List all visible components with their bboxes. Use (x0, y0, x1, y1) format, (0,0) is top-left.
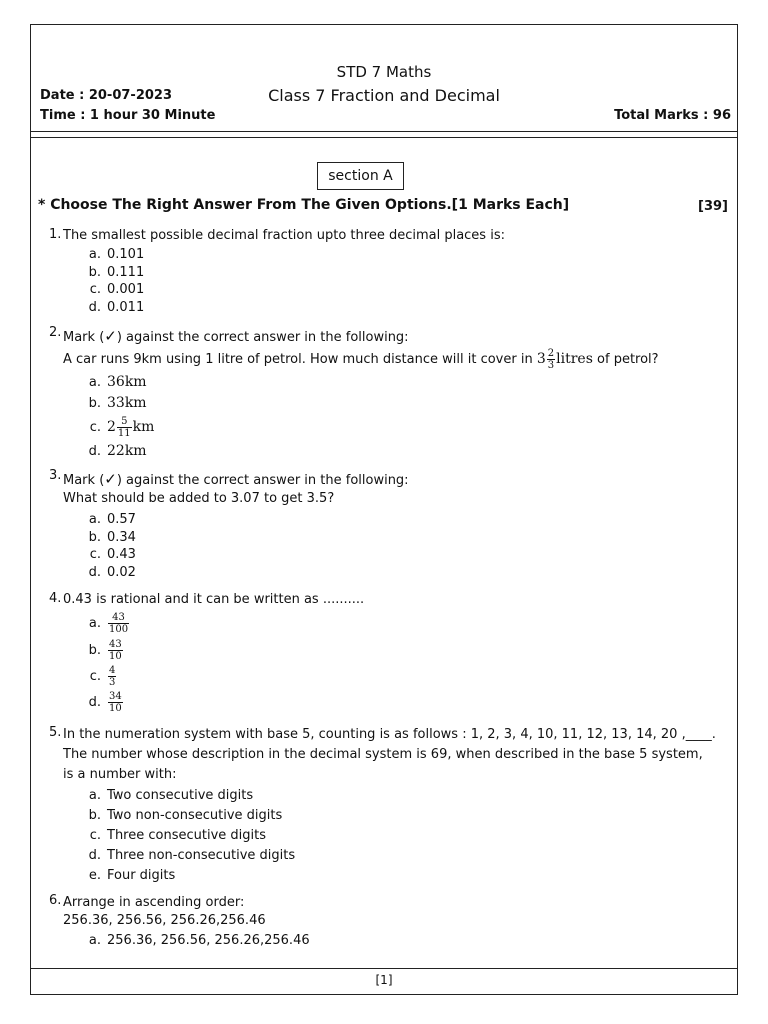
option-letter: a. (88, 512, 101, 527)
option (81, 611, 130, 637)
fraction (117, 416, 132, 439)
footer-divider (31, 968, 737, 969)
denominator: 100 (109, 624, 129, 635)
header-divider-bottom (31, 137, 737, 138)
option (81, 282, 144, 297)
option-letter: d. (88, 695, 101, 710)
option-text: Three non-consecutive digits (107, 848, 296, 863)
question-number: 2. (49, 325, 62, 340)
question-text (63, 327, 409, 345)
option-text: 0.43 (107, 547, 136, 562)
text-part: of petrol? (597, 352, 659, 367)
question-number: 3. (49, 468, 62, 483)
text-part: Mark ( (63, 330, 105, 345)
paper-title: Class 7 Fraction and Decimal (268, 86, 500, 105)
option-text: 256.36, 256.56, 256.26,256.46 (107, 933, 310, 948)
option (81, 828, 266, 843)
text-part: A car runs 9km using 1 litre of petrol. How much distance will it cover in (63, 352, 533, 367)
option-text: 22km (107, 443, 147, 459)
option-letter: d. (88, 565, 101, 580)
option (81, 565, 136, 580)
mixed-whole: 2 (107, 419, 116, 435)
option-text: Two non-consecutive digits (107, 808, 283, 823)
question-number: 6. (49, 893, 62, 908)
question-subtext: 256.36, 256.56, 256.26,256.46 (63, 913, 266, 928)
option-letter: c. (89, 547, 101, 562)
text-part: Mark ( (63, 473, 105, 488)
numerator: 43 (109, 639, 122, 650)
option-letter: d. (88, 300, 101, 315)
numerator: 5 (117, 416, 132, 428)
numerator: 43 (108, 612, 129, 624)
option-text: 0.011 (107, 300, 145, 315)
section-label: section A (317, 162, 404, 190)
option-letter: e. (88, 868, 101, 883)
check-mark-icon: ✓ (104, 327, 117, 345)
question-number: 4. (49, 591, 62, 606)
exam-date: Date : 20-07-2023 (40, 88, 172, 103)
option-letter: d. (88, 444, 101, 459)
option-text: 0.34 (107, 530, 136, 545)
question-text: In the numeration system with base 5, counting is as follows : 1, 2, 3, 4, 10, 11, 12, 13, 14, 20 ,____. (63, 727, 716, 742)
option-letter: b. (88, 808, 101, 823)
question-text (63, 470, 409, 488)
option (81, 848, 295, 863)
text-part: ) against the correct answer in the following: (116, 473, 409, 488)
option-letter: c. (89, 282, 101, 297)
option (81, 690, 124, 716)
option-text: 0.001 (107, 282, 145, 297)
numerator: 4 (109, 665, 116, 676)
text-part: ) against the correct answer in the following: (116, 330, 409, 345)
numerator: 34 (109, 691, 122, 702)
option-text: Two consecutive digits (107, 788, 254, 803)
question-number: 5. (49, 725, 62, 740)
page-number: [1] (375, 973, 393, 987)
denominator: 3 (109, 677, 116, 688)
option (81, 512, 136, 527)
option-letter: a. (88, 788, 101, 803)
option-letter: c. (89, 669, 101, 684)
question-text: The smallest possible decimal fraction upto three decimal places is: (63, 228, 505, 243)
question-text: The number whose description in the decimal system is 69, when described in the base 5 system, (63, 747, 703, 762)
question-text: Arrange in ascending order: (63, 895, 245, 910)
fraction (108, 612, 129, 635)
option (81, 530, 136, 545)
question-number: 1. (49, 227, 62, 242)
fraction (108, 639, 123, 662)
option-letter: c. (89, 828, 101, 843)
question-text: 0.43 is rational and it can be written as .......... (63, 592, 365, 607)
numerator: 2 (547, 348, 555, 359)
option-letter: b. (88, 396, 101, 411)
option-text: 0.111 (107, 265, 145, 280)
header-divider-top (31, 131, 737, 132)
unit: litres (556, 351, 593, 367)
mixed-whole: 3 (536, 351, 546, 367)
fraction (108, 665, 116, 688)
question-subtext (63, 348, 659, 371)
option (81, 638, 124, 664)
option-text: 0.57 (107, 512, 136, 527)
option-letter: b. (88, 530, 101, 545)
option-text: 36km (107, 374, 147, 390)
option (81, 300, 144, 315)
option (81, 664, 117, 690)
fraction (108, 691, 123, 714)
denominator: 11 (117, 428, 131, 439)
option-text: 33km (107, 395, 147, 411)
option-letter: a. (88, 247, 101, 262)
denominator: 10 (109, 651, 122, 662)
option-text: Three consecutive digits (107, 828, 266, 843)
denominator: 3 (547, 360, 555, 371)
option (81, 547, 136, 562)
option-letter: a. (88, 933, 101, 948)
option (81, 415, 154, 440)
denominator: 10 (109, 703, 122, 714)
option-text: Four digits (107, 868, 176, 883)
option-letter: b. (88, 265, 101, 280)
option-letter: b. (88, 643, 101, 658)
option (81, 265, 144, 280)
option-letter: c. (89, 420, 101, 435)
unit: km (132, 419, 155, 435)
option (81, 868, 175, 883)
section-instruction: * Choose The Right Answer From The Given Options.[1 Marks Each] (38, 197, 570, 213)
option (81, 443, 147, 459)
option (81, 374, 147, 390)
exam-time: Time : 1 hour 30 Minute (40, 108, 216, 123)
option-letter: a. (88, 375, 101, 390)
check-mark-icon: ✓ (104, 470, 117, 488)
option-text: 0.101 (107, 247, 145, 262)
option-text: 0.02 (107, 565, 136, 580)
option (81, 788, 253, 803)
option-letter: d. (88, 848, 101, 863)
option (81, 808, 282, 823)
fraction (547, 348, 555, 371)
question-subtext: What should be added to 3.07 to get 3.5? (63, 491, 335, 506)
option (81, 395, 147, 411)
subject-heading: STD 7 Maths (336, 63, 432, 81)
question-text: is a number with: (63, 767, 177, 782)
option (81, 933, 310, 948)
option (81, 247, 144, 262)
section-marks: [39] (698, 199, 728, 214)
option-letter: a. (88, 616, 101, 631)
total-marks: Total Marks : 96 (614, 108, 731, 123)
